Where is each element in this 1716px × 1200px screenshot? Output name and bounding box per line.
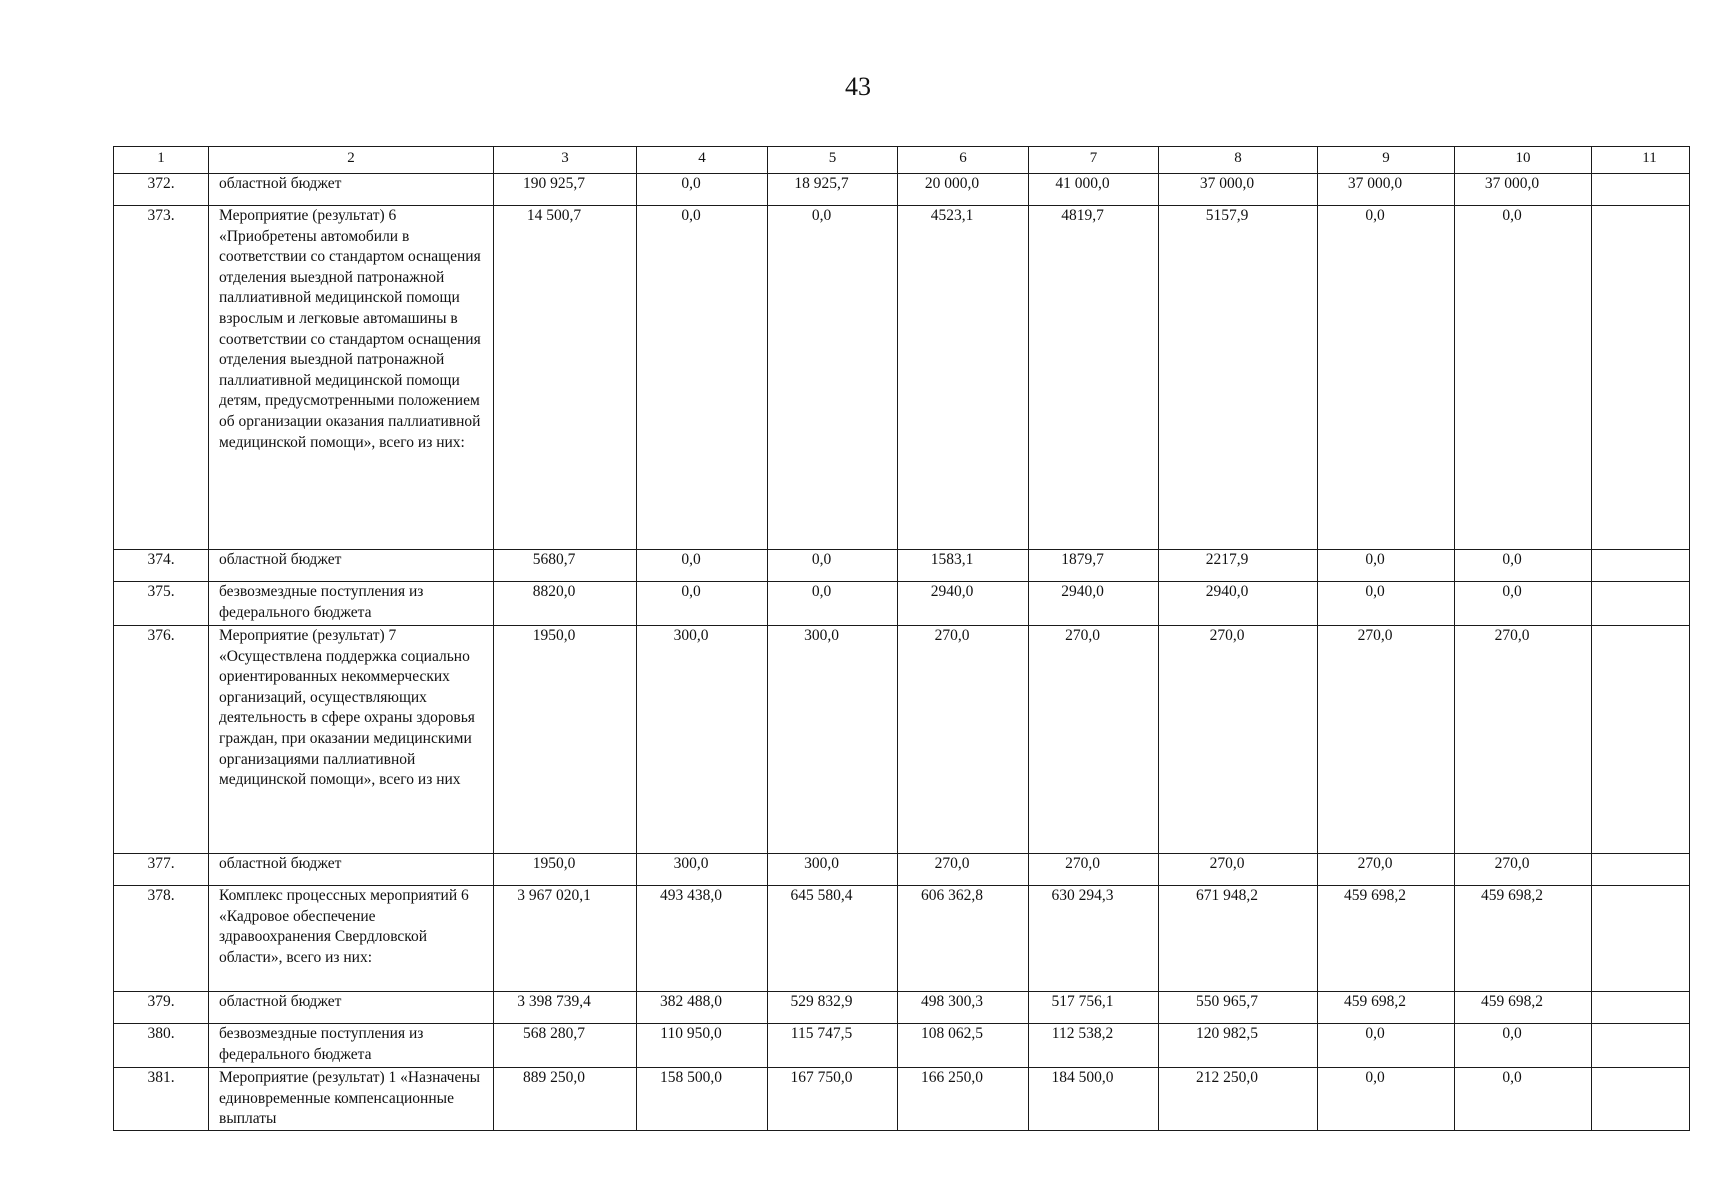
empty-cell [1592, 886, 1690, 992]
value-cell: 671 948,2 [1159, 886, 1318, 992]
empty-cell [1592, 992, 1690, 1024]
row-description: Комплекс процессных мероприятий 6 «Кадровое обеспечение здравоохранения Свердловской области», всего из них: [209, 886, 494, 992]
row-number: 381. [114, 1068, 209, 1131]
value-cell: 498 300,3 [898, 992, 1029, 1024]
value-cell: 0,0 [1318, 550, 1455, 582]
value-cell: 0,0 [637, 206, 768, 550]
value-cell: 8820,0 [494, 582, 637, 626]
value-cell: 0,0 [768, 206, 898, 550]
value-cell: 2940,0 [1029, 582, 1159, 626]
empty-cell [1592, 206, 1690, 550]
value-cell: 0,0 [1455, 582, 1592, 626]
value-cell: 0,0 [1455, 1024, 1592, 1068]
table-row [114, 992, 1690, 1024]
value-cell: 270,0 [1159, 626, 1318, 854]
value-cell: 645 580,4 [768, 886, 898, 992]
value-cell: 270,0 [1455, 626, 1592, 854]
table-row [114, 886, 1690, 992]
empty-cell [1592, 626, 1690, 854]
value-cell: 184 500,0 [1029, 1068, 1159, 1131]
value-cell: 0,0 [1455, 550, 1592, 582]
value-cell: 1879,7 [1029, 550, 1159, 582]
value-cell: 41 000,0 [1029, 174, 1159, 206]
row-description: безвозмездные поступления из федерального бюджета [209, 582, 494, 626]
value-cell: 889 250,0 [494, 1068, 637, 1131]
value-cell: 0,0 [1318, 1024, 1455, 1068]
column-header: 11 [1592, 147, 1690, 174]
value-cell: 20 000,0 [898, 174, 1029, 206]
empty-cell [1592, 1024, 1690, 1068]
value-cell: 300,0 [768, 854, 898, 886]
column-header: 10 [1455, 147, 1592, 174]
table-row [114, 582, 1690, 626]
value-cell: 1950,0 [494, 626, 637, 854]
row-description: областной бюджет [209, 174, 494, 206]
value-cell: 0,0 [637, 582, 768, 626]
column-header: 1 [114, 147, 209, 174]
value-cell: 0,0 [1455, 1068, 1592, 1131]
value-cell: 1583,1 [898, 550, 1029, 582]
value-cell: 459 698,2 [1455, 886, 1592, 992]
value-cell: 108 062,5 [898, 1024, 1029, 1068]
row-number: 379. [114, 992, 209, 1024]
value-cell: 300,0 [768, 626, 898, 854]
table-body [114, 147, 1690, 1131]
table-row [114, 206, 1690, 550]
value-cell: 112 538,2 [1029, 1024, 1159, 1068]
value-cell: 190 925,7 [494, 174, 637, 206]
value-cell: 550 965,7 [1159, 992, 1318, 1024]
value-cell: 517 756,1 [1029, 992, 1159, 1024]
value-cell: 37 000,0 [1318, 174, 1455, 206]
value-cell: 0,0 [1318, 582, 1455, 626]
value-cell: 0,0 [768, 550, 898, 582]
value-cell: 4819,7 [1029, 206, 1159, 550]
row-number: 377. [114, 854, 209, 886]
budget-table [113, 146, 1690, 1131]
column-header: 8 [1159, 147, 1318, 174]
column-header: 4 [637, 147, 768, 174]
value-cell: 166 250,0 [898, 1068, 1029, 1131]
value-cell: 300,0 [637, 854, 768, 886]
value-cell: 382 488,0 [637, 992, 768, 1024]
value-cell: 0,0 [637, 174, 768, 206]
row-number: 376. [114, 626, 209, 854]
value-cell: 18 925,7 [768, 174, 898, 206]
row-description: областной бюджет [209, 992, 494, 1024]
value-cell: 459 698,2 [1318, 992, 1455, 1024]
value-cell: 270,0 [1318, 626, 1455, 854]
value-cell: 0,0 [1318, 206, 1455, 550]
column-header: 6 [898, 147, 1029, 174]
value-cell: 0,0 [637, 550, 768, 582]
row-number: 374. [114, 550, 209, 582]
row-description: Мероприятие (результат) 1 «Назначены единовременные компенсационные выплаты [209, 1068, 494, 1131]
value-cell: 158 500,0 [637, 1068, 768, 1131]
value-cell: 300,0 [637, 626, 768, 854]
table-row [114, 174, 1690, 206]
page-number: 43 [845, 72, 871, 101]
column-number-row [114, 147, 1690, 174]
value-cell: 606 362,8 [898, 886, 1029, 992]
row-number: 372. [114, 174, 209, 206]
value-cell: 5680,7 [494, 550, 637, 582]
value-cell: 167 750,0 [768, 1068, 898, 1131]
value-cell: 2940,0 [898, 582, 1029, 626]
value-cell: 493 438,0 [637, 886, 768, 992]
column-header: 2 [209, 147, 494, 174]
value-cell: 270,0 [1029, 626, 1159, 854]
value-cell: 3 967 020,1 [494, 886, 637, 992]
row-number: 378. [114, 886, 209, 992]
value-cell: 37 000,0 [1159, 174, 1318, 206]
value-cell: 4523,1 [898, 206, 1029, 550]
value-cell: 0,0 [768, 582, 898, 626]
value-cell: 2217,9 [1159, 550, 1318, 582]
row-description: безвозмездные поступления из федерального бюджета [209, 1024, 494, 1068]
value-cell: 120 982,5 [1159, 1024, 1318, 1068]
column-header: 7 [1029, 147, 1159, 174]
row-number: 380. [114, 1024, 209, 1068]
value-cell: 270,0 [1159, 854, 1318, 886]
table-row [114, 854, 1690, 886]
row-number: 375. [114, 582, 209, 626]
value-cell: 459 698,2 [1455, 992, 1592, 1024]
value-cell: 14 500,7 [494, 206, 637, 550]
value-cell: 459 698,2 [1318, 886, 1455, 992]
empty-cell [1592, 582, 1690, 626]
empty-cell [1592, 1068, 1690, 1131]
value-cell: 568 280,7 [494, 1024, 637, 1068]
row-description: областной бюджет [209, 550, 494, 582]
empty-cell [1592, 550, 1690, 582]
value-cell: 37 000,0 [1455, 174, 1592, 206]
table-row [114, 1068, 1690, 1131]
value-cell: 0,0 [1318, 1068, 1455, 1131]
value-cell: 110 950,0 [637, 1024, 768, 1068]
value-cell: 115 747,5 [768, 1024, 898, 1068]
column-header: 5 [768, 147, 898, 174]
value-cell: 270,0 [898, 626, 1029, 854]
value-cell: 1950,0 [494, 854, 637, 886]
empty-cell [1592, 174, 1690, 206]
row-number: 373. [114, 206, 209, 550]
table-row [114, 626, 1690, 854]
value-cell: 212 250,0 [1159, 1068, 1318, 1131]
value-cell: 270,0 [1318, 854, 1455, 886]
value-cell: 270,0 [898, 854, 1029, 886]
value-cell: 529 832,9 [768, 992, 898, 1024]
value-cell: 3 398 739,4 [494, 992, 637, 1024]
table-row [114, 550, 1690, 582]
value-cell: 0,0 [1455, 206, 1592, 550]
row-description: Мероприятие (результат) 6 «Приобретены автомобили в соответствии со стандартом оснащения отделения выездной патронажной паллиативной медицинской помощи взрослым и легковые автомашины в соответствии со стандартом оснащения отделения выездной патронажной паллиативной медицинской помощи детям, предусмотренными положением об организации оказания паллиативной медицинской помощи», всего из них: [209, 206, 494, 550]
table-row [114, 1024, 1690, 1068]
row-description: областной бюджет [209, 854, 494, 886]
value-cell: 2940,0 [1159, 582, 1318, 626]
value-cell: 5157,9 [1159, 206, 1318, 550]
empty-cell [1592, 854, 1690, 886]
value-cell: 270,0 [1455, 854, 1592, 886]
row-description: Мероприятие (результат) 7 «Осуществлена поддержка социально ориентированных некоммерческих организаций, осуществляющих деятельность в сфере охраны здоровья граждан, при оказании медицинскими организациями паллиативной медицинской помощи», всего из них [209, 626, 494, 854]
value-cell: 270,0 [1029, 854, 1159, 886]
column-header: 3 [494, 147, 637, 174]
value-cell: 630 294,3 [1029, 886, 1159, 992]
column-header: 9 [1318, 147, 1455, 174]
